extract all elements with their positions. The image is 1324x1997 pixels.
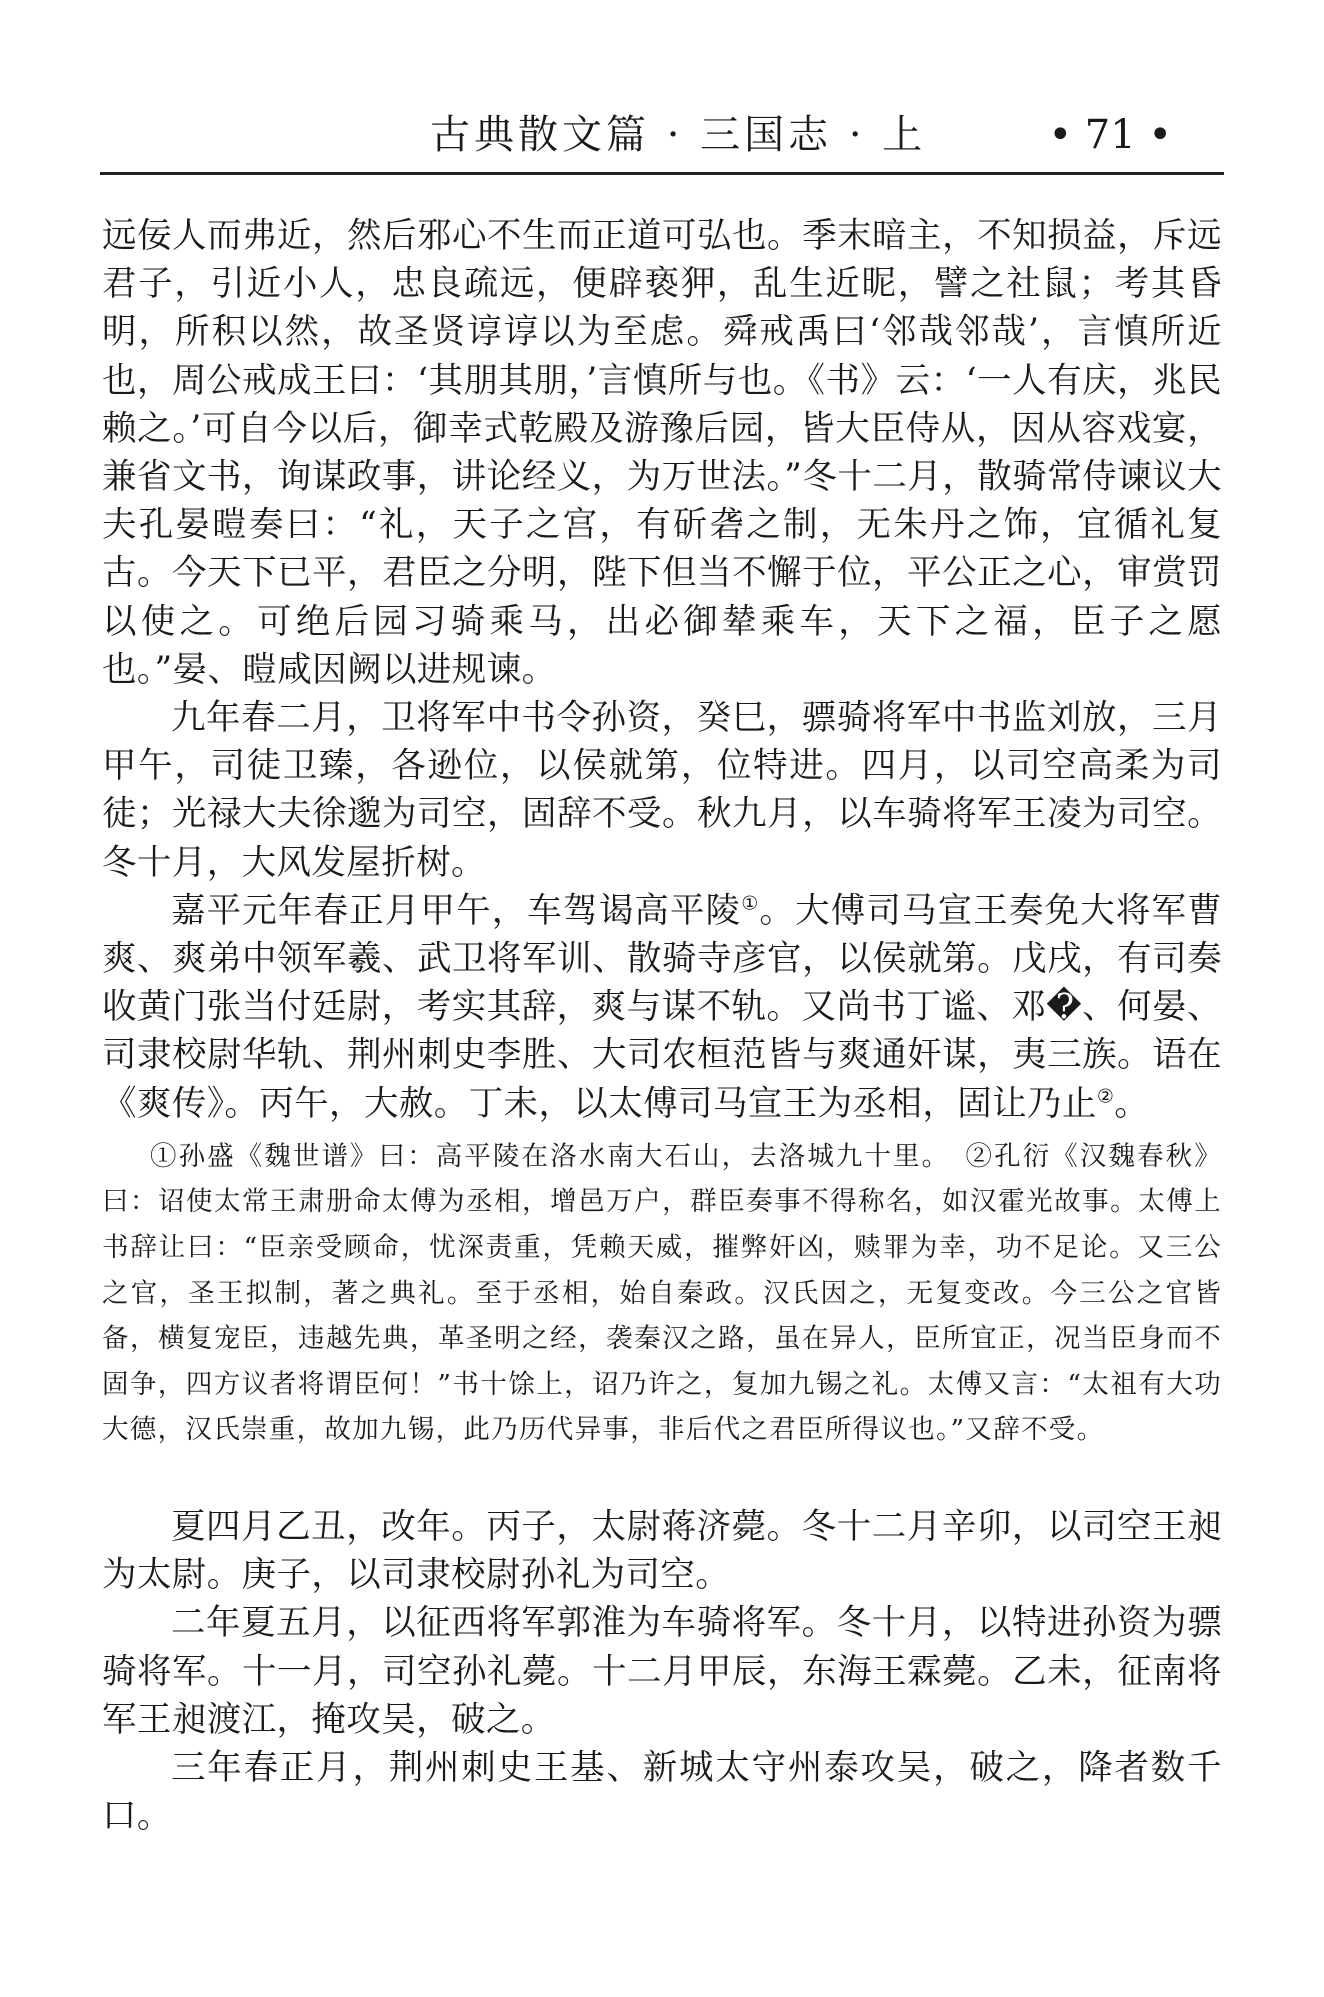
note-ref-1: ① — [741, 892, 760, 915]
page-number: • 71 • — [1048, 112, 1172, 158]
jiaping-text-2: 。大傅司马宣王奏免大将军曹爽、爽弟中领军羲、武卫将军训、散骑寺彦官，以侯就第。戊戌，有司奏收黄门张当付廷尉，考实其辞，爽与谋不轨。又尚书丁谧、邓�、何晏、司隶校尉华轨、荆州刺史李胜、大司农桓范皆与爽通奸谋，夷三族。语在《爽传》。丙午，大赦。丁未，以太傅司马宣王为丞相，固让乃止 — [102, 890, 1223, 1124]
jiaping-text-3: 。 — [1114, 1083, 1150, 1124]
paragraph-1: 远佞人而弗近，然后邪心不生而正道可弘也。季末暗主，不知损益，斥远君子，引近小人，忠良疏远，便辟亵狎，乱生近昵，譬之社鼠；考其昏明，所积以然，故圣贤谆谆以为至虑。舜戒禹曰‘邻哉邻哉’，言慎所近也，周公戒成王曰：‘其朋其朋，’言慎所与也。《书》云：‘一人有庆，兆民赖之。’可自今以后，御幸式乾殿及游豫后园，皆大臣侍从，因从容戏宴，兼省文书，询谋政事，讲论经义，为万世法。”冬十二月，散骑常侍谏议大夫孔晏暟奏曰：“礼，天子之宫，有斫砻之制，无朱丹之饰，宜循礼复古。今天下已平，君臣之分明，陛下但当不懈于位，平公正之心，审赏罚以使之。可绝后园习骑乘马，出必御辇乘车，天下之福，臣子之愿也。”晏、暟咸因阙以进规谏。 — [102, 216, 1222, 690]
body-text — [102, 212, 1222, 1840]
annotation-text: ①孙盛《魏世谱》曰：高平陵在洛水南大石山，去洛城九十里。 ②孔衍《汉魏春秋》曰：诏使太常王肃册命太傅为丞相，增邑万户，群臣奏事不得称名，如汉霍光故事。太傅上书辞让曰：“臣亲受顾命，忧深责重，凭赖天威，摧弊奸凶，赎罪为幸，功不足论。又三公之官，圣王拟制，著之典礼。至于丞相，始自秦政。汉氏因之，无复变改。今三公之官皆备，横复宠臣，违越先典，革圣明之经，袭秦汉之路，虽在异人，臣所宜正，况当臣身而不固争，四方议者将谓臣何！”书十馀上，诏乃许之，复加九锡之礼。太傅又言：“太祖有大功大德，汉氏崇重，故加九锡，此乃历代异事，非后代之君臣所得议也。”又辞不受。 — [102, 1140, 1222, 1446]
paragraph-2: 九年春二月，卫将军中书令孙资，癸巳，骠骑将军中书监刘放，三月甲午，司徒卫臻，各逊位，以侯就第，位特进。四月，以司空高柔为司徒；光禄大夫徐邈为司空，固辞不受。秋九月，以车骑将军王凌为司空。冬十月，大风发屋折树。 — [102, 698, 1222, 883]
paragraph-5: 三年春正月，荆州刺史王基、新城太守州泰攻吴，破之，降者数千口。 — [102, 1748, 1222, 1837]
section-spacer — [102, 1453, 1222, 1503]
header-rule — [100, 172, 1224, 175]
annotation-block — [102, 1134, 1222, 1453]
note-ref-2: ② — [1096, 1085, 1115, 1108]
paragraph-jiaping — [102, 887, 1222, 1128]
paragraph-4: 二年夏五月，以征西将军郭淮为车骑将军。冬十月，以特进孙资为骠骑将军。十一月，司空孙礼薨。十二月甲辰，东海王霖薨。乙未，征南将军王昶渡江，掩攻吴，破之。 — [102, 1603, 1222, 1740]
header-title: 古典散文篇 · 三国志 · 上 — [430, 112, 927, 158]
running-header — [100, 104, 1224, 166]
jiaping-text-1: 嘉平元年春正月甲午，车驾谒高平陵 — [171, 890, 742, 931]
paragraph-3: 夏四月乙丑，改年。丙子，太尉蒋济薨。冬十二月辛卯，以司空王昶为太尉。庚子，以司隶校尉孙礼为司空。 — [102, 1507, 1222, 1596]
